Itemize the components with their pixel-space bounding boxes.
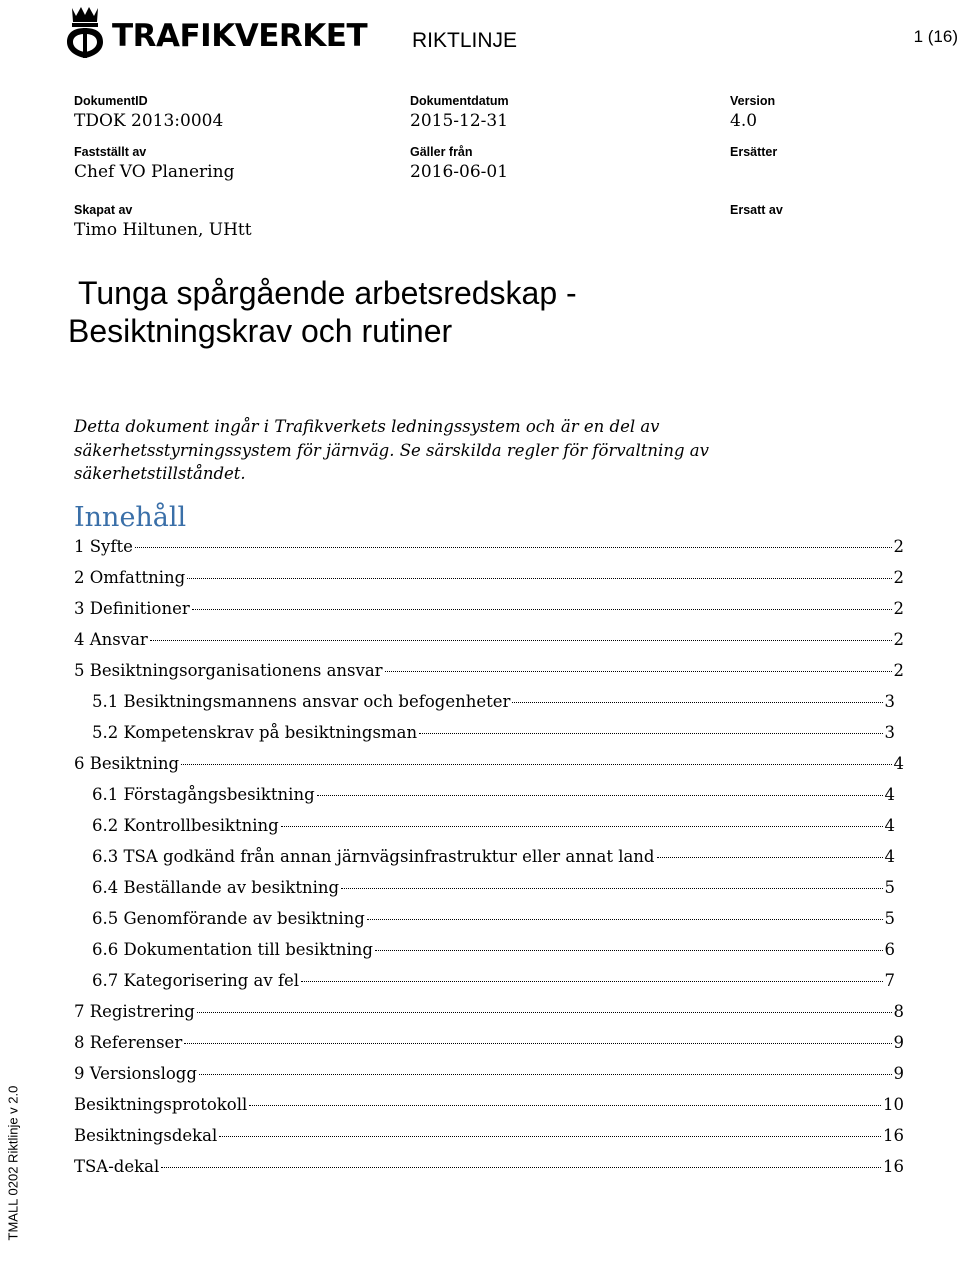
toc-dot-leader: [281, 825, 883, 827]
toc-entry-page: 16: [883, 1157, 904, 1176]
toc-entry[interactable]: [74, 847, 904, 878]
document-note: Detta dokument ingår i Trafikverkets ledningssystem och är en del av säkerhetsstyrningssystem för järnväg. Se särskilda regler för förvaltning av säkerhetstillståndet.: [74, 417, 709, 483]
toc-dot-leader: [419, 732, 882, 734]
toc-dot-leader: [301, 980, 882, 982]
toc-entry-page: 2: [893, 568, 904, 587]
toc-entry-label: Besiktningsdekal: [74, 1126, 218, 1145]
toc-entry-label: 3 Definitioner: [74, 599, 190, 618]
toc-entry[interactable]: [74, 1002, 904, 1033]
toc-dot-leader: [219, 1135, 881, 1137]
toc-entry-page: 7: [884, 971, 895, 990]
toc-entry[interactable]: [74, 816, 904, 847]
toc-dot-leader: [249, 1104, 881, 1106]
toc-dot-leader: [135, 546, 892, 548]
meta-dokumentid: [74, 94, 223, 133]
toc-entry[interactable]: [74, 785, 904, 816]
meta-value: Chef VO Planering: [74, 162, 235, 182]
toc-entry[interactable]: [74, 630, 904, 661]
meta-value: 4.0: [730, 111, 758, 131]
toc-entry-label: 1 Syfte: [74, 537, 133, 556]
toc-dot-leader: [385, 670, 892, 672]
toc-entry[interactable]: [74, 1033, 904, 1064]
meta-label: Fastställt av: [74, 145, 147, 159]
toc-dot-leader: [367, 918, 883, 920]
toc-entry[interactable]: [74, 1157, 904, 1188]
toc-entry[interactable]: [74, 1095, 904, 1126]
document-type: RIKTLINJE: [412, 29, 518, 52]
toc-entry-label: 6.5 Genomförande av besiktning: [92, 909, 365, 928]
toc-entry-page: 3: [884, 692, 895, 711]
toc-dot-leader: [187, 577, 891, 579]
meta-faststallt: [74, 145, 234, 184]
meta-label: Ersätter: [730, 145, 778, 159]
toc-heading: Innehåll: [74, 502, 187, 533]
toc-entry-page: 9: [893, 1033, 904, 1052]
toc-entry-page: 4: [893, 754, 904, 773]
meta-label: DokumentID: [74, 94, 148, 108]
meta-value: Timo Hiltunen, UHtt: [74, 220, 252, 240]
toc-entry-page: 5: [884, 878, 895, 897]
toc-entry-label: 6.4 Beställande av besiktning: [92, 878, 340, 897]
toc-entry[interactable]: [74, 599, 904, 630]
meta-value: TDOK 2013:0004: [74, 111, 224, 131]
toc-entry[interactable]: [74, 971, 904, 1002]
toc-dot-leader: [375, 949, 883, 951]
toc-entry-page: 16: [883, 1126, 904, 1145]
toc-entry-page: 4: [884, 847, 895, 866]
toc-entry-page: 2: [893, 537, 904, 556]
toc-dot-leader: [150, 639, 892, 641]
toc-entry[interactable]: [74, 1064, 904, 1095]
table-of-contents: [74, 537, 904, 1188]
toc-dot-leader: [341, 887, 882, 889]
meta-dokumentdatum: [410, 94, 509, 133]
title-line-2: Besiktningskrav och rutiner: [68, 313, 453, 349]
toc-entry-page: 8: [893, 1002, 904, 1021]
toc-entry-label: 6.3 TSA godkänd från annan järnvägsinfrastruktur eller annat land: [92, 847, 655, 866]
toc-dot-leader: [657, 856, 883, 858]
toc-entry[interactable]: [74, 1126, 904, 1157]
meta-label: Version: [730, 94, 776, 108]
meta-galler-fran: [410, 145, 508, 184]
toc-entry[interactable]: [74, 537, 904, 568]
toc-entry[interactable]: [74, 878, 904, 909]
toc-entry[interactable]: [74, 661, 904, 692]
toc-entry-page: 6: [884, 940, 895, 959]
toc-entry-page: 4: [884, 785, 895, 804]
meta-label: Skapat av: [74, 203, 133, 217]
meta-label: Dokumentdatum: [410, 94, 509, 108]
toc-dot-leader: [181, 763, 891, 765]
toc-entry-label: 6.1 Förstagångsbesiktning: [92, 785, 315, 804]
toc-dot-leader: [317, 794, 883, 796]
toc-entry-label: 7 Registrering: [74, 1002, 195, 1021]
toc-entry-page: 2: [893, 599, 904, 618]
toc-entry-label: 5 Besiktningsorganisationens ansvar: [74, 661, 383, 680]
meta-ersatt-av: [730, 203, 783, 218]
toc-entry-label: 6.2 Kontrollbesiktning: [92, 816, 279, 835]
toc-entry-page: 4: [884, 816, 895, 835]
toc-dot-leader: [184, 1042, 891, 1044]
template-label: TMALL 0202 Riktlinje v 2.0: [5, 1085, 21, 1241]
toc-entry-label: 6.6 Dokumentation till besiktning: [92, 940, 373, 959]
title-line-1: Tunga spårgående arbetsredskap -: [78, 275, 577, 311]
toc-entry[interactable]: [74, 692, 904, 723]
toc-entry-label: 9 Versionslogg: [74, 1064, 197, 1083]
toc-entry-label: 5.2 Kompetenskrav på besiktningsman: [92, 723, 418, 742]
toc-dot-leader: [192, 608, 892, 610]
toc-entry[interactable]: [74, 940, 904, 971]
toc-entry[interactable]: [74, 754, 904, 785]
toc-entry-page: 2: [893, 661, 904, 680]
meta-ersatter: [730, 145, 777, 160]
toc-entry[interactable]: [74, 723, 904, 754]
toc-dot-leader: [199, 1073, 892, 1075]
toc-entry[interactable]: [74, 909, 904, 940]
toc-entry-label: TSA-dekal: [74, 1157, 160, 1176]
meta-label: Gäller från: [410, 145, 473, 159]
toc-entry[interactable]: [74, 568, 904, 599]
toc-entry-label: Besiktningsprotokoll: [74, 1095, 248, 1114]
toc-entry-label: 8 Referenser: [74, 1033, 183, 1052]
crown-emblem-icon: [64, 4, 106, 60]
toc-entry-label: 6.7 Kategorisering av fel: [92, 971, 300, 990]
logo-wordmark: TRAFIKVERKET: [112, 18, 368, 54]
toc-entry-page: 5: [884, 909, 895, 928]
meta-version: [730, 94, 775, 133]
toc-entry-label: 4 Ansvar: [74, 630, 148, 649]
document-title: [68, 274, 577, 350]
toc-dot-leader: [512, 701, 882, 703]
toc-entry-label: 5.1 Besiktningsmannens ansvar och befogenheter: [92, 692, 511, 711]
meta-skapat-av: [74, 203, 252, 242]
page-number: 1 (16): [913, 27, 958, 46]
toc-entry-page: 3: [884, 723, 895, 742]
toc-dot-leader: [161, 1166, 881, 1168]
meta-value: 2015-12-31: [410, 111, 509, 131]
meta-value: 2016-06-01: [410, 162, 509, 182]
toc-entry-page: 2: [893, 630, 904, 649]
trafikverket-logo: [64, 4, 367, 60]
toc-entry-label: 6 Besiktning: [74, 754, 180, 773]
toc-entry-label: 2 Omfattning: [74, 568, 186, 587]
toc-dot-leader: [197, 1011, 892, 1013]
meta-label: Ersatt av: [730, 203, 783, 217]
toc-entry-page: 10: [883, 1095, 904, 1114]
toc-entry-page: 9: [893, 1064, 904, 1083]
